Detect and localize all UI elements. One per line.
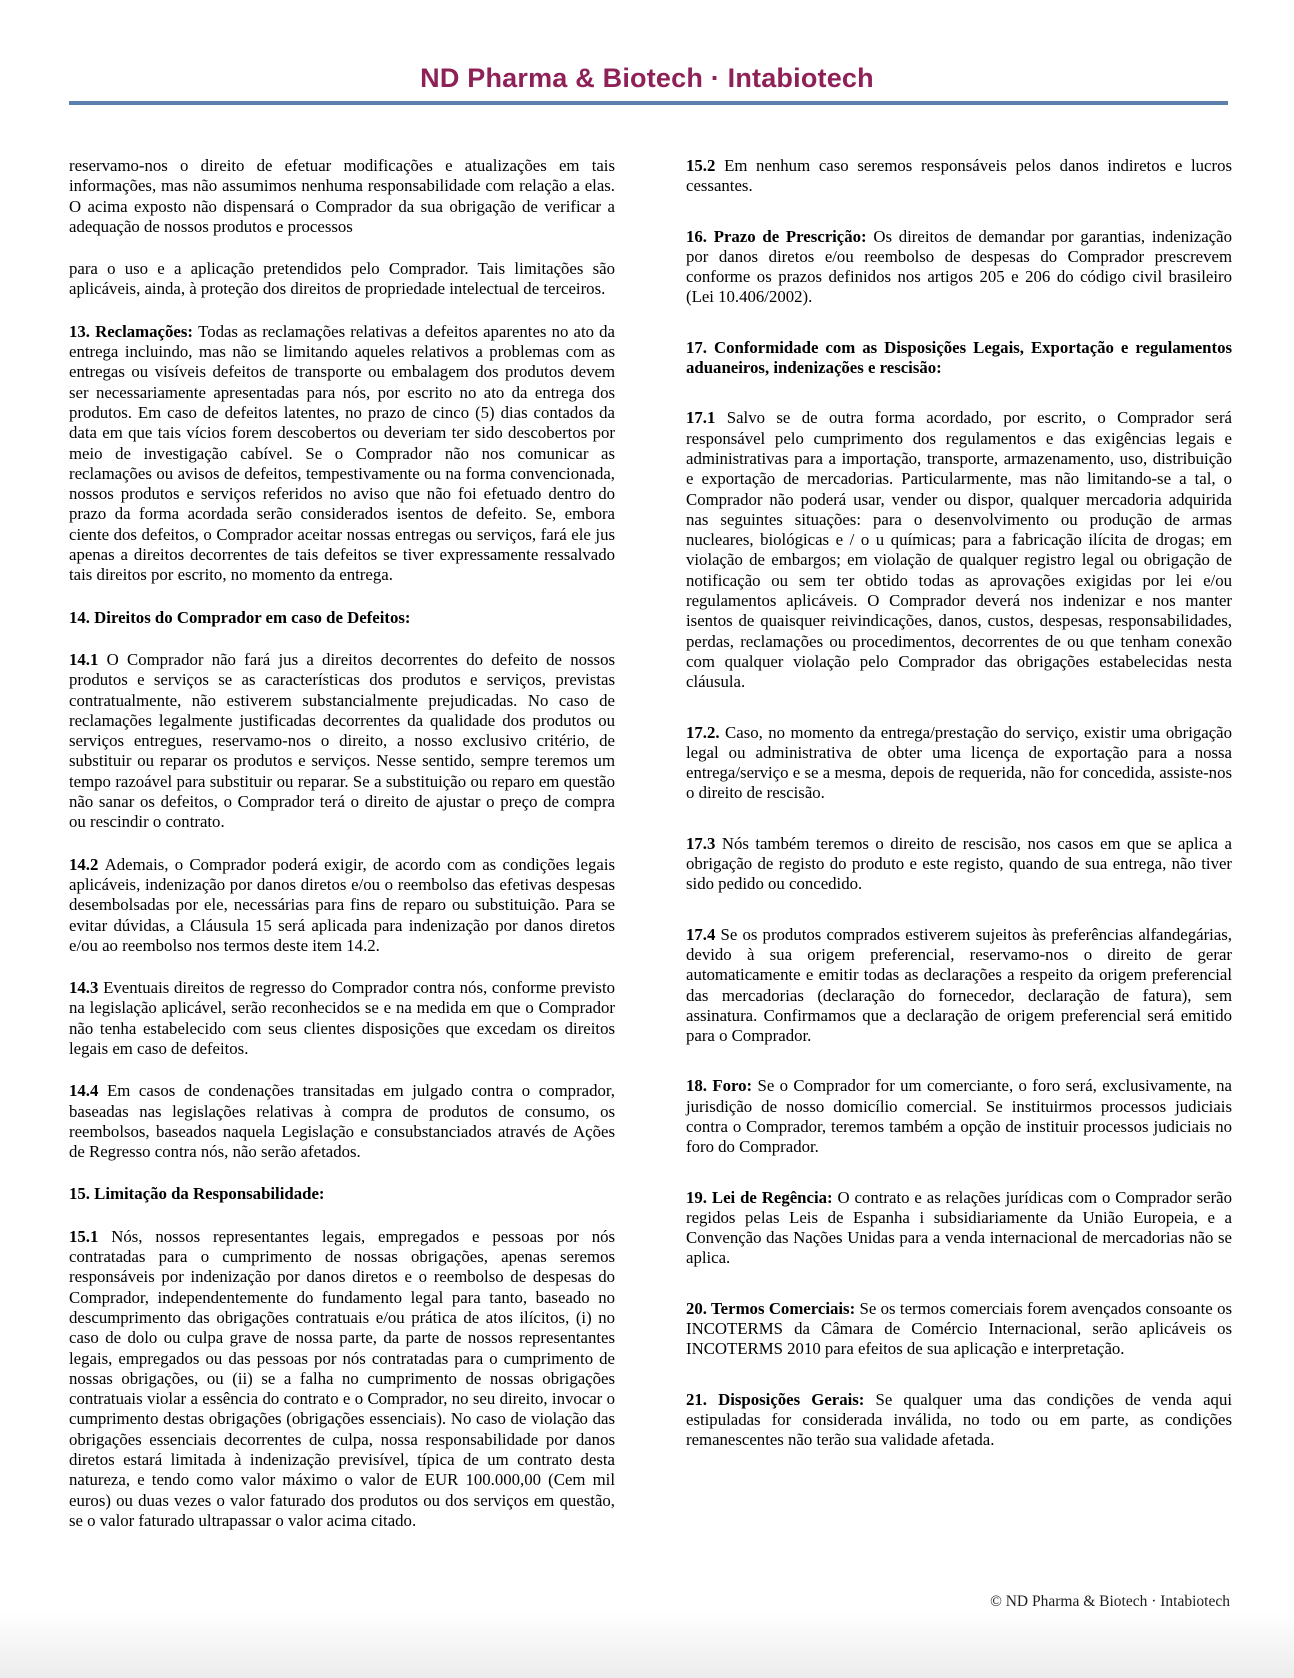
clause-paragraph: para o uso e a aplicação pretendidos pelo Comprador. Tais limitações são aplicáveis, ainda, à proteção dos direitos de propriedade intelectual de terceiros. — [69, 259, 615, 299]
clause-paragraph: 17.1 Salvo se de outra forma acordado, por escrito, o Comprador será responsável pelo cumprimento dos regulamentos e das exigências legais e administrativas para a importação, transporte, armazenamento, uso, distribuição e exportação de mercadorias. Particularmente, mas não limitando-se a tal, o Comprador não poderá usar, vender ou dispor, qualquer mercadoria adquirida nas seguintes situações: para o desenvolvimento ou produção de armas nucleares, biológicas e / o u químicas; para a fabricação ilícita de drogas; em violação de embargos; em violação de qualquer registro legal ou obrigação de notificação ou sem ter obtido todas as aprovações exigidas por lei e/ou regulamentos aplicáveis. O Comprador deverá nos indenizar e nos manter isentos de quaisquer reivindicações, danos, custos, despesas, responsabilidades, perdas, reclamações ou procedimentos, decorrentes de ou que tenham conexão com qualquer violação pelo Comprador das obrigações estabelecidas nesta cláusula. — [686, 408, 1232, 692]
clause-paragraph: 14.2 Ademais, o Comprador poderá exigir, de acordo com as condições legais aplicáveis, indenização por danos diretos e/ou o reembolso das efetivas despesas desembolsadas por ele, necessárias para fins de reparo ou substituição. Para se evitar dúvidas, a Cláusula 15 será aplicada para indenização por danos diretos e/ou ao reembolso nos termos deste item 14.2. — [69, 854, 616, 955]
clause-paragraph: 19. Lei de Regência: O contrato e as relações jurídicas com o Comprador serão regidos pelas Leis de Espanha i subsidiariamente da União Europeia, e a Convenção das Nações Unidas para a venda internacional de mercadorias não se aplica. — [686, 1187, 1232, 1268]
clause-number: 17.3 — [686, 833, 722, 853]
document-body — [69, 156, 1232, 1553]
clause-number: 17.4 — [686, 924, 721, 944]
clause-paragraph: 14.1 O Comprador não fará jus a direitos decorrentes do defeito de nossos produtos e serviços se as características dos produtos e serviços, previstas contratualmente, não estiverem substancialmente prejudicadas. No caso de reclamações legalmente justificadas decorrentes da qualidade dos produtos ou serviços entregues, reservamo-nos o direito, a nosso exclusivo critério, de substituir ou reparar os produtos e serviços. Nesse sentido, sempre teremos um tempo razoável para substituir ou reparar. Se a substituição ou reparo em questão não sanar os defeitos, o Comprador terá o direito de ajustar o preço de compra ou rescindir o contrato. — [69, 649, 615, 832]
clause-number: 14.3 — [69, 978, 104, 998]
clause-paragraph: 18. Foro: Se o Comprador for um comerciante, o foro será, exclusivamente, na jurisdição de nosso domicílio comercial. Se instituirmos processos judiciais contra o Comprador, teremos também a opção de instituir processos judiciais no foro do Comprador. — [686, 1076, 1232, 1157]
clause-paragraph: 15.1 Nós, nossos representantes legais, empregados e pessoas por nós contratadas para o cumprimento de nossas obrigações, apenas seremos responsáveis por indenização por danos diretos e o reembolso de despesas do Comprador, independentemente do fundamento legal para tanto, baseado no descumprimento das obrigações contratuais e/ou prática de atos ilícitos, (i) no caso de dolo ou culpa grave de nossa parte, da parte de nossos representantes legais, empregados ou das pessoas por nós contratadas para o cumprimento de nossas obrigações, ou (ii) se a falha no cumprimento de nossas obrigações contratuais violar a essência do contrato e o Comprador, no seu direito, invocar o cumprimento destas obrigações (obrigações essenciais). No caso de violação das obrigações essenciais decorrentes de culpa, nossa responsabilidade por danos diretos estará limitada à indenização previsível, típica de um contrato desta natureza, e tendo como valor máximo o valor de EUR 100.000,00 (Cem mil euros) ou duas vezes o valor faturado dos produtos ou dos serviços em questão, se o valor faturado ultrapassar o valor acima citado. — [69, 1226, 616, 1530]
clause-number: 14.2 — [69, 854, 105, 874]
clause-number: 17.1 — [686, 408, 727, 428]
clause-paragraph: 13. Reclamações: Todas as reclamações relativas a defeitos aparentes no ato da entrega incluindo, mas não se limitando aqueles relativos a problemas com as entregas ou visíveis defeitos de transporte ou embalagem dos produtos devem ser necessariamente apresentadas para nós, por escrito no ato da entrega dos produtos. Em caso de defeitos latentes, no prazo de cinco (5) dias contados da data em que tais vícios forem descobertos ou deveriam ter sido descobertos por meio de investigação cabível. Se o Comprador não nos comunicar as reclamações ou avisos de defeitos, tempestivamente ou na forma convencionada, nossos produtos e serviços referidos no aviso que não foi efetuado dentro do prazo da forma acordada serão considerados isentos de defeito. Se, embora ciente dos defeitos, o Comprador aceitar nossas entregas ou serviços, fará ele jus apenas a direitos decorrentes de tais defeitos se tiver expressamente ressalvado tais direitos por escrito, no momento da entrega. — [69, 321, 615, 585]
clause-paragraph: 14.3 Eventuais direitos de regresso do Comprador contra nós, conforme previsto na legislação aplicável, serão reconhecidos se e na medida em que o Comprador não tenha estabelecido com seus clientes disposições que excedam os direitos legais em caso de defeitos. — [69, 978, 615, 1058]
left-column — [69, 156, 615, 1553]
right-column — [686, 156, 1232, 1553]
clause-paragraph: 21. Disposições Gerais: Se qualquer uma das condições de venda aqui estipuladas for considerada inválida, no todo ou em parte, as condições remanescentes não terão sua validade afetada. — [686, 1389, 1232, 1450]
bottom-fade-gradient — [0, 1612, 1294, 1678]
clause-number: 19. Lei de Regência: — [686, 1187, 838, 1207]
clause-paragraph: 20. Termos Comerciais: Se os termos comerciais forem avençados consoante os INCOTERMS da Câmara de Comércio Internacional, serão aplicáveis os INCOTERMS 2010 para efeitos de sua aplicação e interpretação. — [686, 1298, 1232, 1359]
clause-number: 14.4 — [69, 1081, 107, 1101]
clause-paragraph: 17.3 Nós também teremos o direito de rescisão, nos casos em que se aplica a obrigação de registo do produto e este registo, quando de sua entrega, não tiver sido pedido ou concedido. — [686, 833, 1233, 894]
section-heading: 15. Limitação da Responsabilidade: — [69, 1184, 325, 1204]
clause-number: 15.1 — [69, 1226, 112, 1246]
clause-paragraph: 14.4 Em casos de condenações transitadas em julgado contra o comprador, baseadas nas legislações relativas à compra de produtos de consumo, os reembolsos, baseados naquela Legislação e consubstanciados através de Ações de Regresso contra nós, não serão afetados. — [69, 1081, 616, 1162]
clause-paragraph: 16. Prazo de Prescrição: Os direitos de demandar por garantias, indenização por danos diretos e/ou reembolso de despesas do Comprador prescrevem conforme os prazos definidos nos artigos 205 e 206 do código civil brasileiro (Lei 10.406/2002). — [686, 226, 1232, 307]
section-heading: 17. Conformidade com as Disposições Legais, Exportação e regulamentos aduaneiros, indenizações e rescisão: — [686, 337, 1232, 378]
clause-paragraph: 15.2 Em nenhum caso seremos responsáveis pelos danos indiretos e lucros cessantes. — [686, 156, 1232, 196]
section-heading: 14. Direitos do Comprador em caso de Defeitos: — [69, 607, 411, 627]
clause-number: 16. Prazo de Prescrição: — [686, 226, 874, 246]
header-divider — [69, 101, 1228, 105]
document-title: ND Pharma & Biotech · Intabiotech — [420, 63, 874, 93]
clause-number: 18. Foro: — [686, 1076, 758, 1096]
footer-copyright: © ND Pharma & Biotech · Intabiotech — [990, 1593, 1230, 1610]
clause-paragraph: 17.4 Se os produtos comprados estiverem sujeitos às preferências alfandegárias, devido à sua origem preferencial, reservamo-nos o direito de gerar automaticamente e emitir todas as declarações a respeito da origem preferencial das mercadorias (declaração do fornecedor, declaração de fatura), sem assinatura. Confirmamos que a declaração de origem preferencial será emitido para o Comprador. — [686, 924, 1232, 1046]
clause-number: 14.1 — [69, 649, 107, 669]
clause-paragraph: reservamo-nos o direito de efetuar modificações e atualizações em tais informações, mas não assumimos nenhuma responsabilidade com relação a elas. O acima exposto não dispensará o Comprador da sua obrigação de verificar a adequação de nossos produtos e processos — [69, 156, 615, 236]
clause-paragraph: 17.2. Caso, no momento da entrega/prestação do serviço, existir uma obrigação legal ou administrativa de obter uma licença de exportação para a nossa entrega/serviço e se a mesma, depois de requerida, não for concedida, assiste-nos o direito de rescisão. — [686, 722, 1232, 803]
clause-number: 15.2 — [686, 156, 725, 175]
clause-number: 21. Disposições Gerais: — [686, 1389, 876, 1409]
clause-number: 13. Reclamações: — [69, 321, 199, 341]
clause-number: 17.2. — [686, 722, 726, 742]
clause-number: 20. Termos Comerciais: — [686, 1298, 860, 1318]
